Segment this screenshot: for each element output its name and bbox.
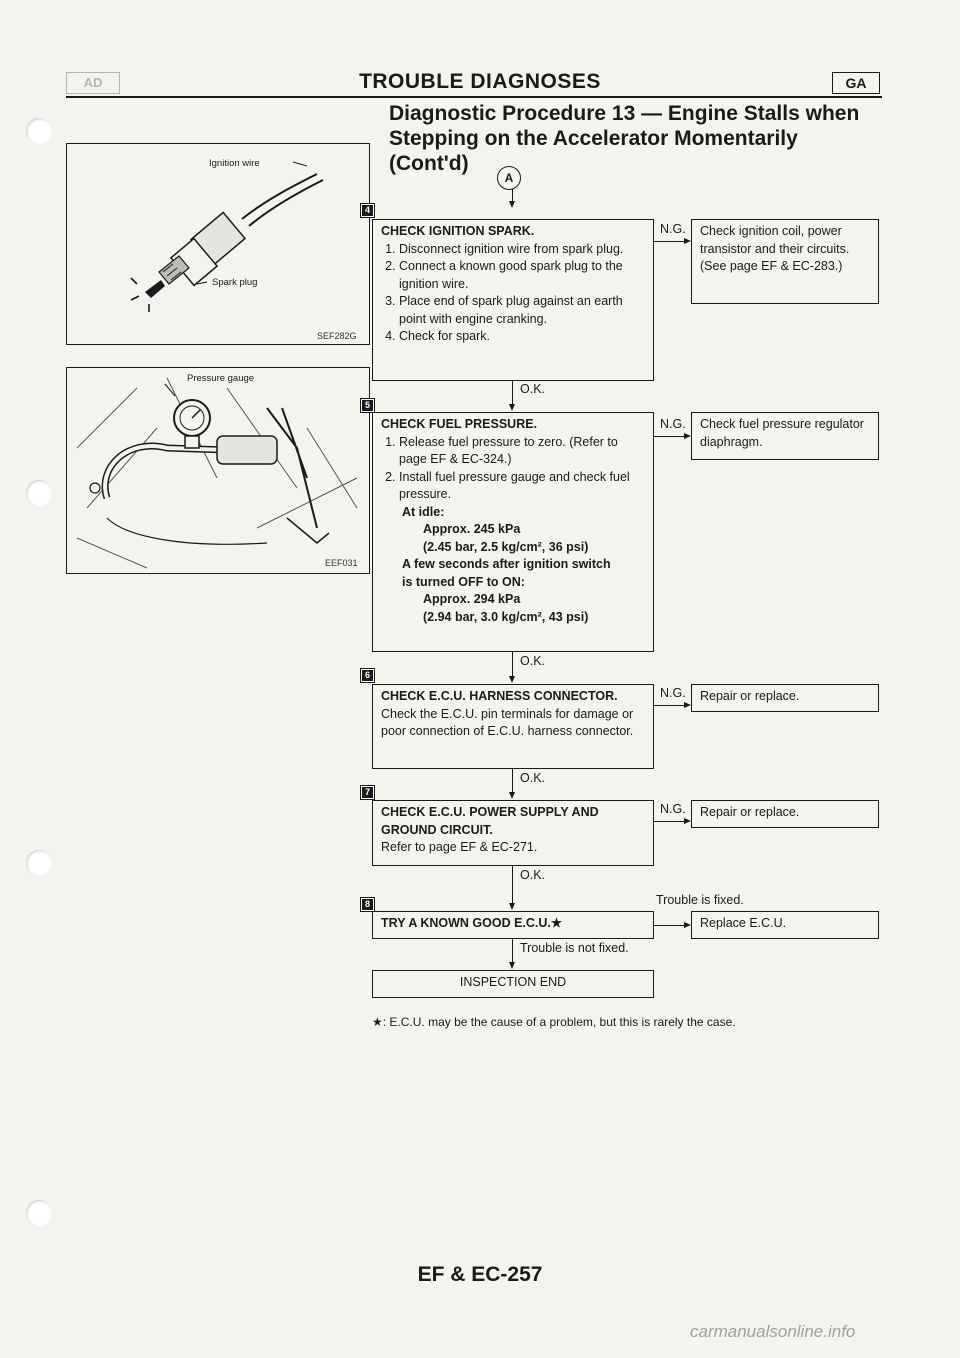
fuel-gauge-illustration [67, 368, 369, 573]
step-6-title: CHECK E.C.U. HARNESS CONNECTOR. [381, 689, 618, 703]
flow-line [654, 821, 684, 822]
figure-code: EEF031 [325, 558, 358, 568]
watermark: carmanualsonline.info [690, 1322, 856, 1341]
figure-code: SEF282G [317, 331, 357, 341]
flow-line [512, 652, 513, 677]
arrow-down-icon [509, 676, 515, 683]
step-4-item: 1. Disconnect ignition wire from spark plug. [399, 241, 645, 259]
spark-plug-illustration [67, 144, 369, 344]
binder-hole [26, 480, 52, 506]
step-4-item: 3. Place end of spark plug against an earth point with engine cranking. [399, 293, 645, 328]
step-6-ng-action: Repair or replace. [691, 684, 879, 712]
ok-label: O.K. [520, 868, 546, 882]
step-4-item: 4. Check for spark. [399, 328, 645, 346]
not-fixed-label: Trouble is not fixed. [520, 941, 629, 955]
spec-value: (2.45 bar, 2.5 kg/cm², 36 psi) [423, 539, 589, 554]
arrow-right-icon [684, 238, 691, 244]
spec-heading: is turned OFF to ON: [402, 574, 525, 589]
step-4-title: CHECK IGNITION SPARK. [381, 224, 535, 238]
step-8-title: TRY A KNOWN GOOD E.C.U.★ [381, 916, 563, 930]
section-badge-right: GA [832, 72, 880, 94]
footnote: ★: E.C.U. may be the cause of a problem, but this is rarely the case. [372, 1015, 736, 1029]
flow-line [512, 866, 513, 904]
flow-line [654, 705, 684, 706]
step-5-title: CHECK FUEL PRESSURE. [381, 417, 538, 431]
step-marker-4: 4 [360, 203, 375, 218]
figure-fuel-pressure [66, 367, 370, 574]
inspection-end-box: INSPECTION END [372, 970, 654, 998]
ok-label: O.K. [520, 654, 546, 668]
flow-line [512, 939, 513, 963]
ok-label: O.K. [520, 771, 546, 785]
ng-label: N.G. [660, 417, 686, 431]
binder-hole [26, 850, 52, 876]
arrow-down-icon [509, 962, 515, 969]
step-7-title: CHECK E.C.U. POWER SUPPLY AND GROUND CIRCUIT. [381, 805, 599, 837]
arrow-right-icon [684, 433, 691, 439]
binder-hole [26, 118, 52, 144]
flow-line [654, 241, 684, 242]
page-number: EF & EC-257 [417, 1263, 543, 1286]
flow-line [654, 925, 684, 926]
step-4-list [381, 241, 645, 346]
figure-label-pressure-gauge: Pressure gauge [187, 373, 255, 384]
step-4-ng-action: Check ignition coil, power transistor and their circuits. (See page EF & EC-283.) [691, 219, 879, 304]
fixed-label: Trouble is fixed. [656, 893, 744, 907]
flow-line [654, 436, 684, 437]
arrow-down-icon [509, 201, 515, 208]
step-marker-8: 8 [360, 897, 375, 912]
arrow-down-icon [509, 404, 515, 411]
ng-label: N.G. [660, 802, 686, 816]
arrow-right-icon [684, 702, 691, 708]
step-8-box [372, 911, 654, 939]
arrow-down-icon [509, 792, 515, 799]
arrow-down-icon [509, 903, 515, 910]
section-badge-left: AD [66, 72, 120, 94]
procedure-title: Diagnostic Procedure 13 — Engine Stalls when Stepping on the Accelerator Momentarily (Cont'd) [389, 102, 860, 175]
arrow-right-icon [684, 922, 691, 928]
figure-label-ignition-wire: Ignition wire [209, 158, 260, 169]
page-header-title: TROUBLE DIAGNOSES [359, 70, 601, 93]
flow-line [512, 381, 513, 405]
step-4-item: 2. Connect a known good spark plug to the ignition wire. [399, 258, 645, 293]
step-7-body: Refer to page EF & EC-271. [381, 840, 538, 854]
step-4-box [372, 219, 654, 381]
spec-value: Approx. 245 kPa [423, 522, 521, 536]
spec-heading: At idle: [402, 504, 445, 519]
spec-value: Approx. 294 kPa [423, 592, 521, 606]
step-7-box [372, 800, 654, 866]
figure-label-spark-plug: Spark plug [212, 277, 258, 288]
step-5-ng-action: Check fuel pressure regulator diaphragm. [691, 412, 879, 460]
step-marker-5: 5 [360, 398, 375, 413]
ok-label: O.K. [520, 382, 546, 396]
step-8-fixed-action: Replace E.C.U. [691, 911, 879, 939]
step-marker-6: 6 [360, 668, 375, 683]
ng-label: N.G. [660, 222, 686, 236]
step-5-box [372, 412, 654, 652]
connector-circle-a: A [497, 166, 521, 190]
step-6-box [372, 684, 654, 769]
step-6-body: Check the E.C.U. pin terminals for damage or poor connection of E.C.U. harness connector. [381, 706, 634, 738]
arrow-right-icon [684, 818, 691, 824]
ng-label: N.G. [660, 686, 686, 700]
step-5-list [381, 434, 645, 504]
flow-line [512, 769, 513, 793]
step-5-item: 2. Install fuel pressure gauge and check fuel pressure. [399, 469, 645, 504]
step-7-ng-action: Repair or replace. [691, 800, 879, 828]
spec-heading: A few seconds after ignition switch [402, 557, 611, 571]
figure-spark-plug [66, 143, 370, 345]
header-rule [66, 96, 882, 98]
step-marker-7: 7 [360, 785, 375, 800]
spec-value: (2.94 bar, 3.0 kg/cm², 43 psi) [423, 609, 589, 624]
binder-hole [26, 1200, 52, 1226]
step-5-item: 1. Release fuel pressure to zero. (Refer to page EF & EC-324.) [399, 434, 645, 469]
